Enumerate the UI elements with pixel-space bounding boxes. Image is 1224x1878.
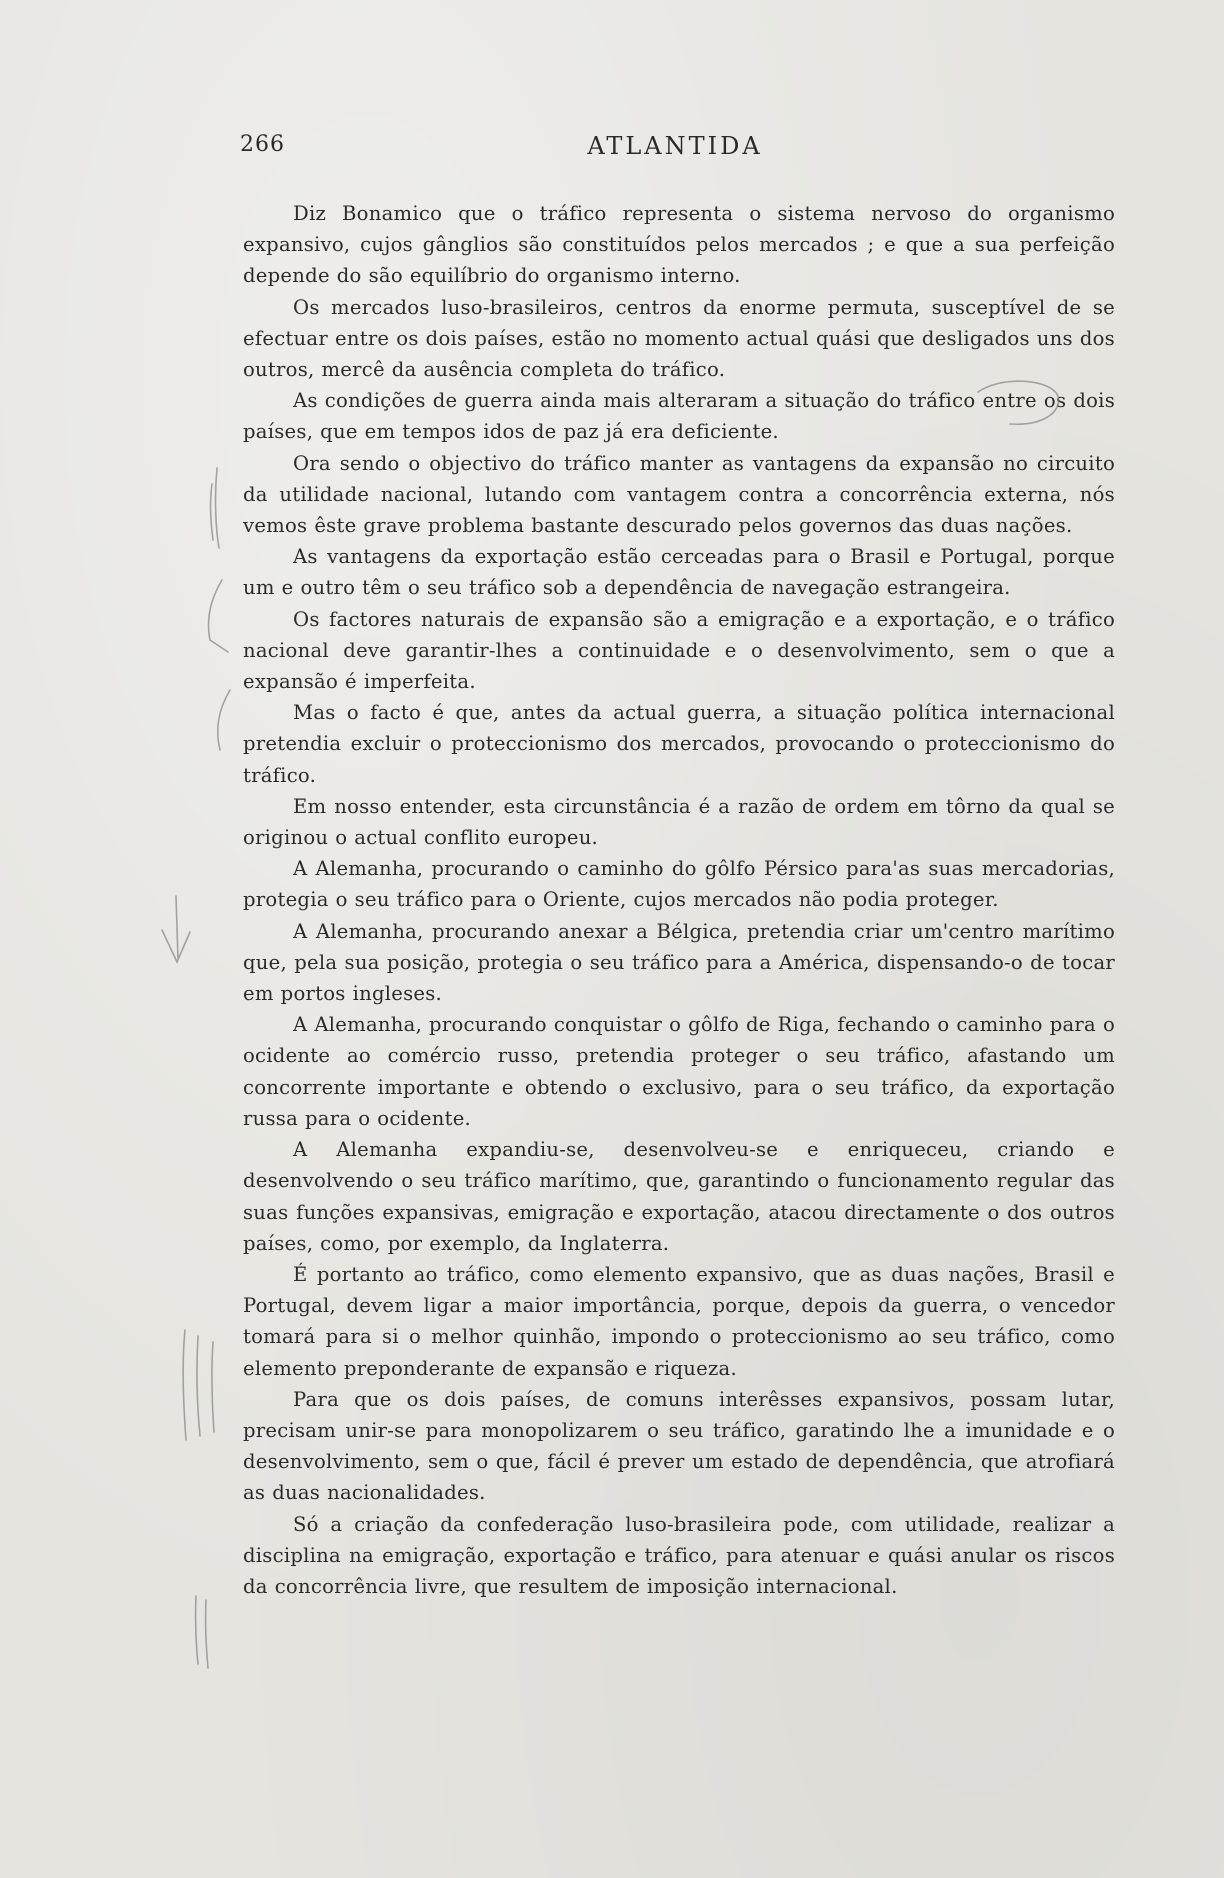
paragraph: A Alemanha expandiu-se, desenvolveu-se e enriqueceu, criando e desenvolvendo o seu tráfico marítimo, que, garantindo o funcionamento regular das suas funções expansivas, emigração e exportação, atacou directamente o dos outros países, como, por exemplo, da Inglaterra. — [243, 1138, 1115, 1255]
paragraph: A Alemanha, procurando anexar a Bélgica, pretendia criar um'centro marítimo que, pela sua posição, protegia o seu tráfico para a América, dispensando-o de tocar em portos ingleses. — [243, 919, 1115, 1006]
paragraph: Os mercados luso-brasileiros, centros da enorme permuta, susceptível de se efectuar entre os dois países, estão no momento actual quási que desligados uns dos outros, mercê da ausência completa do tráfico. — [243, 295, 1115, 382]
running-title: ATLANTIDA — [587, 132, 763, 160]
down-arrow-icon — [162, 896, 190, 962]
paragraph: Em nosso entender, esta circunstância é a razão de ordem em tôrno da qual se originou o actual conflito europeu. — [243, 794, 1115, 850]
paragraph: As vantagens da exportação estão cerceadas para o Brasil e Portugal, porque um e outro têm o seu tráfico sob a dependência de navegação estrangeira. — [243, 545, 1115, 600]
paragraph: Para que os dois países, de comuns interêsses expansivos, possam lutar, precisam unir-se para monopolizarem o seu tráfico, garatindo lhe a imunidade e o desenvolvimento, sem o que, fácil é prever um estado de dependência, que atrofiará as duas nacionalidades. — [243, 1387, 1115, 1505]
margin-mark-line — [197, 1336, 200, 1436]
paragraph: Ora sendo o objectivo do tráfico manter as vantagens da expansão no circuito da utilidade nacional, lutando com vantagem contra a concorrência externa, nós vemos êste grave problema bastante descurado pelos governos das duas nações. — [243, 451, 1115, 538]
paragraph: Os factores naturais de expansão são a emigração e a exportação, e o tráfico nacional deve garantir-lhes a continuidade e o desenvolvimento, sem o que a expansão é imperfeita. — [243, 607, 1115, 694]
margin-mark-line — [206, 1600, 208, 1668]
paragraph: A Alemanha, procurando o caminho do gôlfo Pérsico para'as suas mercadorias, protegia o seu tráfico para o Oriente, cujos mercados não podia proteger. — [243, 857, 1115, 912]
page-number: 266 — [240, 132, 285, 157]
paragraph: É portanto ao tráfico, como elemento expansivo, que as duas nações, Brasil e Portugal, devem ligar a maior importância, porque, depois da guerra, o vencedor tomará para si o melhor quinhão, impondo o proteccionismo ao seu tráfico, como elemento preponderante de expansão e riqueza. — [243, 1262, 1115, 1380]
margin-mark-line — [216, 468, 219, 548]
paragraph: Só a criação da confederação luso-brasileira pode, com utilidade, realizar a disciplina na emigração, exportação e tráfico, para atenuar e quási anular os riscos da concorrência livre, que resultem de imposição internacional. — [243, 1512, 1115, 1598]
body-text — [243, 198, 1115, 1602]
paragraph: Mas o facto é que, antes da actual guerra, a situação política internacional pretendia excluir o proteccionismo dos mercados, provocando o proteccionismo do tráfico. — [243, 701, 1115, 787]
paragraph: A Alemanha, procurando conquistar o gôlfo de Riga, fechando o caminho para o ocidente ao comércio russo, pretendia proteger o seu tráfico, afastando um concorrente importante e obtendo o exclusivo, para o seu tráfico, da exportação russa para o ocidente. — [243, 1013, 1115, 1130]
margin-mark-bracket — [209, 580, 229, 652]
margin-mark-line — [183, 1330, 186, 1440]
margin-mark-line — [210, 484, 213, 540]
margin-mark-line — [196, 1596, 198, 1664]
paragraph: Diz Bonamico que o tráfico representa o sistema nervoso do organismo expansivo, cujos gânglios são constituídos pelos mercados ; e que a sua perfeição depende do são equilíbrio do organismo interno. — [243, 202, 1115, 288]
margin-mark-line — [212, 1342, 214, 1432]
paragraph: As condições de guerra ainda mais alteraram a situação do tráfico entre os dois países, que em tempos idos de paz já era deficiente. — [243, 389, 1115, 444]
page-header — [240, 132, 1110, 172]
margin-mark-bracket — [218, 690, 230, 750]
